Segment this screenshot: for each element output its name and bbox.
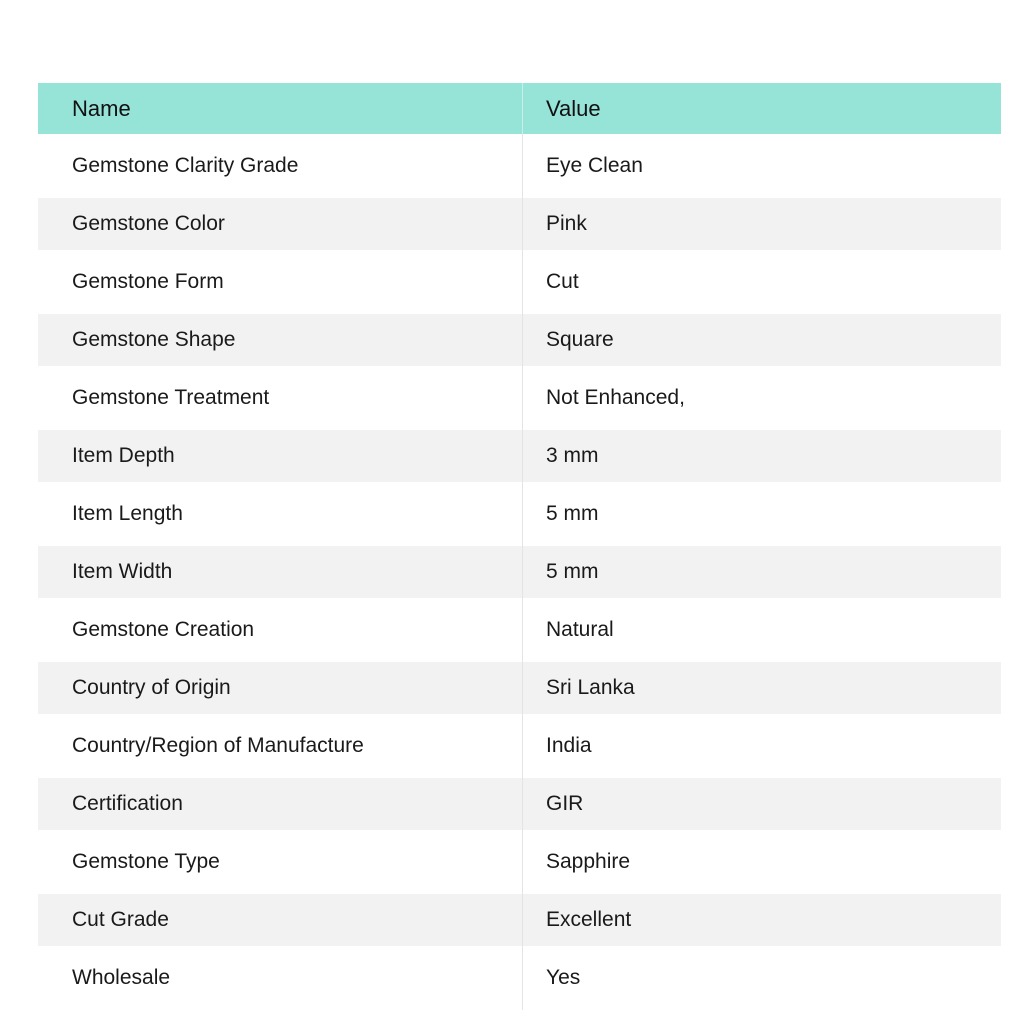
table-row [38, 714, 1001, 778]
table-row [38, 314, 1001, 366]
row-name: Cut Grade [38, 894, 523, 946]
table-row [38, 546, 1001, 598]
row-value: Sri Lanka [546, 676, 635, 699]
row-name: Gemstone Clarity Grade [38, 134, 523, 198]
table-row [38, 366, 1001, 430]
row-value: Yes [546, 966, 581, 989]
table-row [38, 198, 1001, 250]
table-row [38, 598, 1001, 662]
row-value: 5 mm [546, 502, 599, 525]
table-row [38, 134, 1001, 198]
row-name: Item Depth [38, 430, 523, 482]
row-value: Excellent [546, 908, 632, 931]
row-name: Gemstone Type [38, 830, 523, 894]
table-row [38, 250, 1001, 314]
row-name: Country/Region of Manufacture [38, 714, 523, 778]
row-name: Gemstone Color [38, 198, 523, 250]
specifications-table [38, 83, 1001, 1010]
header-name: Name [38, 83, 523, 134]
header-value: Value [546, 95, 601, 121]
row-value: Eye Clean [546, 154, 643, 177]
row-value: 3 mm [546, 444, 599, 467]
table-row [38, 830, 1001, 894]
row-name: Certification [38, 778, 523, 830]
row-value: 5 mm [546, 560, 599, 583]
row-name: Wholesale [38, 946, 523, 1010]
table-row [38, 778, 1001, 830]
row-name: Item Length [38, 482, 523, 546]
row-value: Pink [546, 212, 587, 235]
row-value: Natural [546, 618, 614, 641]
row-value: Sapphire [546, 850, 631, 873]
row-value: Cut [546, 270, 579, 293]
row-value: Square [546, 328, 614, 351]
row-name: Country of Origin [38, 662, 523, 714]
table-row [38, 894, 1001, 946]
table-header-row [38, 83, 1001, 134]
row-name: Gemstone Shape [38, 314, 523, 366]
table-row [38, 430, 1001, 482]
row-value: GIR [546, 792, 584, 815]
row-name: Gemstone Creation [38, 598, 523, 662]
row-name: Gemstone Treatment [38, 366, 523, 430]
table-row [38, 662, 1001, 714]
table-row [38, 946, 1001, 1010]
table-row [38, 482, 1001, 546]
row-value: India [546, 734, 592, 757]
row-name: Gemstone Form [38, 250, 523, 314]
row-value: Not Enhanced, [546, 386, 685, 409]
row-name: Item Width [38, 546, 523, 598]
